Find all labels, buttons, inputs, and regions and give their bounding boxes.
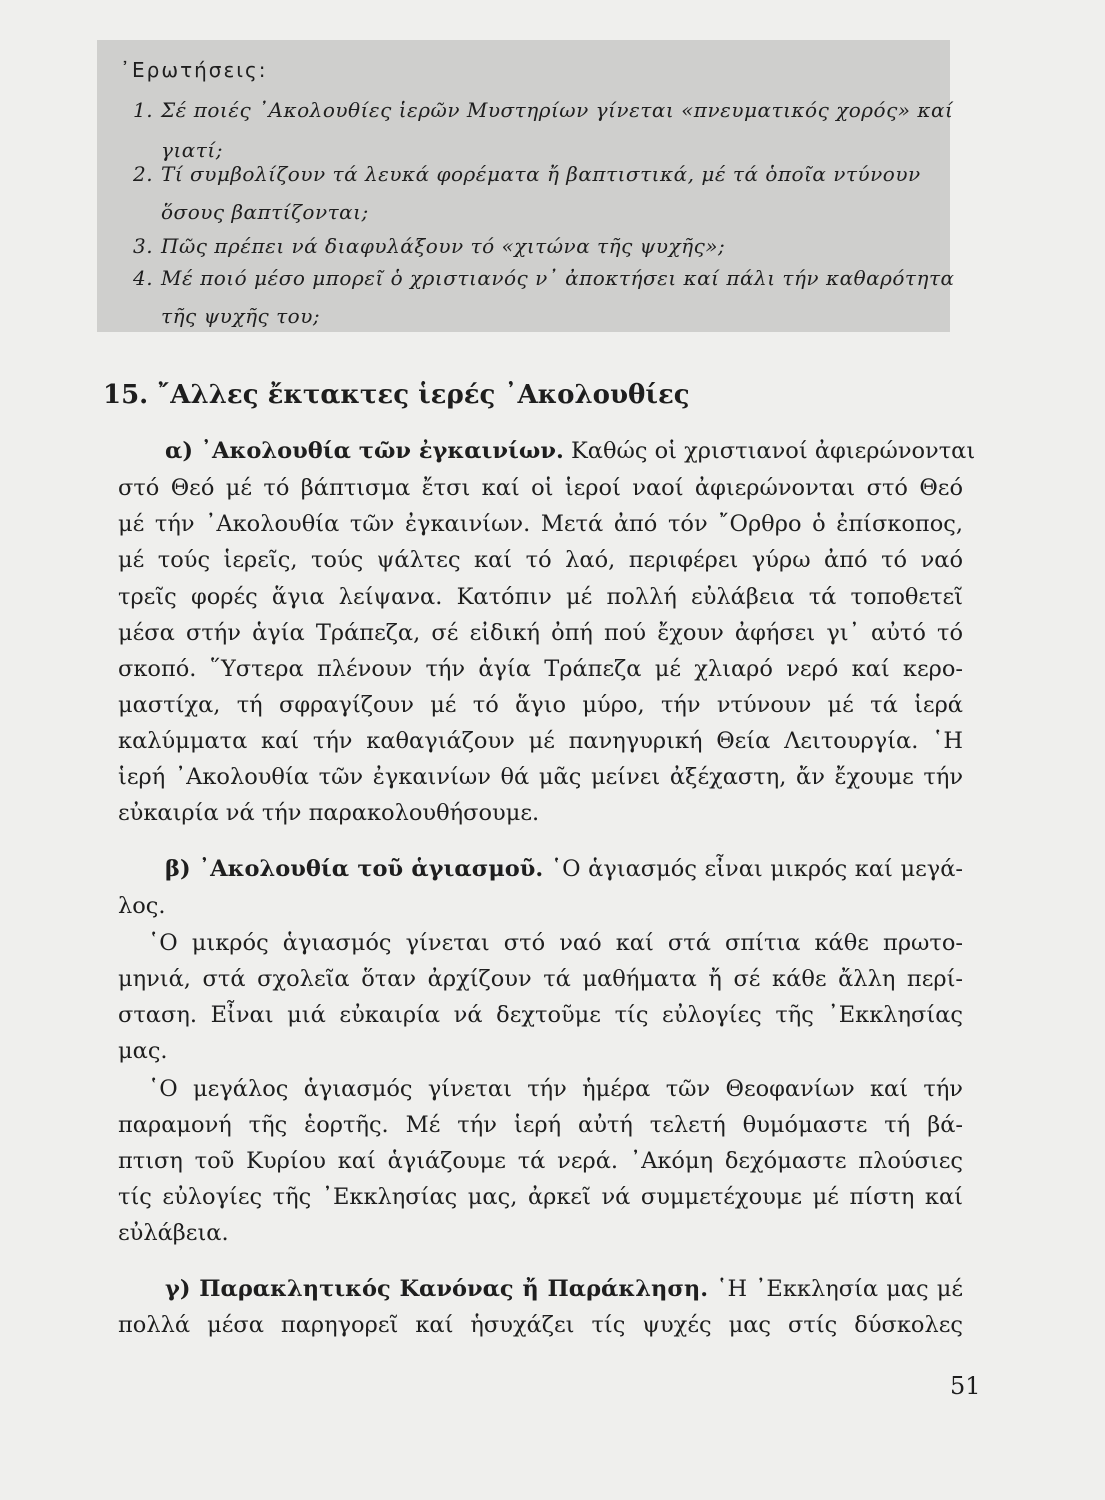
paragraph-line: μέ τούς ἱερεῖς, τούς ψάλτες καί τό λαό, περιφέρει γύρω ἀπό τό ναό	[118, 547, 963, 573]
paragraph-line: σκοπό. ῞Υστερα πλένουν τήν ἁγία Τράπεζα μέ χλιαρό νερό καί κερο-	[118, 656, 963, 682]
subheading-consecration: α) ᾿Ακολουθία τῶν ἐγκαινίων.	[165, 438, 564, 464]
paragraph-line	[165, 858, 963, 881]
question-text: ὅσους βαπτίζονται;	[161, 200, 369, 224]
question-text: Πῶς πρέπει νά διαφυλάξουν τό «χιτώνα τῆς ψυχῆς»;	[161, 234, 726, 258]
paragraph-line: πολλά μέσα παρηγορεῖ καί ἡσυχάζει τίς ψυχές μας στίς δύσκολες	[118, 1312, 963, 1338]
subheading-blessing: β) ᾿Ακολουθία τοῦ ἁγιασμοῦ.	[165, 856, 544, 882]
paragraph-line: μέ τήν ᾿Ακολουθία τῶν ἐγκαινίων. Μετά ἀπό τόν ῎Ορθρο ὁ ἐπίσκοπος,	[118, 511, 963, 537]
paragraph-line: καλύμματα καί τήν καθαγιάζουν μέ πανηγυρική Θεία Λειτουργία. ῾Η	[118, 728, 963, 754]
paragraph-line: μας.	[118, 1038, 168, 1064]
question-text: τῆς ψυχῆς του;	[161, 304, 321, 328]
paragraph-line: μαστίχα, τή σφραγίζουν μέ τό ἅγιο μύρο, τήν ντύνουν μέ τά ἱερά	[118, 692, 963, 718]
paragraph-line: λος.	[118, 893, 166, 919]
question-text: Τί συμβολίζουν τά λευκά φορέματα ἤ βαπτιστικά, μέ τά ὁποῖα ντύνουν	[161, 162, 921, 186]
paragraph-line: εὐκαιρία νά τήν παρακολουθήσουμε.	[118, 800, 540, 826]
question-text: Μέ ποιό μέσο μπορεῖ ὁ χριστιανός ν᾿ ἀποκτήσει καί πάλι τήν καθαρότητα	[161, 266, 955, 290]
paragraph-line: μηνιά, στά σχολεῖα ὅταν ἀρχίζουν τά μαθήματα ἤ σέ κάθε ἄλλη περί-	[118, 966, 963, 992]
paragraph-line: πτιση τοῦ Κυρίου καί ἁγιάζουμε τά νερά. ᾿Ακόμη δεχόμαστε πλούσιες	[118, 1148, 963, 1174]
question-number: 2.	[133, 162, 154, 186]
question-number: 3.	[133, 234, 154, 258]
questions-title: ᾿Ερωτήσεις:	[120, 58, 268, 82]
paragraph-line: τίς εὐλογίες τῆς ᾿Εκκλησίας μας, ἀρκεῖ νά συμμετέχουμε μέ πίστη καί	[118, 1184, 963, 1210]
question-number: 1.	[133, 98, 154, 122]
question-text: Σέ ποιές ᾿Ακολουθίες ἱερῶν Μυστηρίων γίνεται «πνευματικός χορός» καί	[161, 98, 954, 122]
paragraph-line: εὐλάβεια.	[118, 1220, 229, 1246]
question-number: 4.	[133, 266, 154, 290]
paragraph-text: Καθώς οἱ χριστιανοί ἀφιερώνονται	[570, 438, 976, 464]
section-heading: 15. ῎Αλλες ἔκτακτες ἱερές ᾿Ακολουθίες	[103, 380, 690, 410]
paragraph-text: ῾Ο ἁγιασμός εἶναι μικρός καί μεγά-	[550, 856, 963, 882]
subheading-supplication: γ) Παρακλητικός Κανόνας ἤ Παράκληση.	[165, 1276, 709, 1302]
paragraph-line	[165, 438, 976, 464]
paragraph-line: σταση. Εἶναι μιά εὐκαιρία νά δεχτοῦμε τίς εὐλογίες τῆς ᾿Εκκλησίας	[118, 1002, 963, 1028]
paragraph-line	[165, 1278, 963, 1301]
paragraph-line: μέσα στήν ἁγία Τράπεζα, σέ εἰδική ὀπή πού ἔχουν ἀφήσει γι᾿ αὐτό τό	[118, 620, 963, 646]
paragraph-line: τρεῖς φορές ἅγια λείψανα. Κατόπιν μέ πολλή εὐλάβεια τά τοποθετεῖ	[118, 584, 963, 610]
paragraph-line: παραμονή τῆς ἑορτῆς. Μέ τήν ἱερή αὐτή τελετή θυμόμαστε τή βά-	[118, 1112, 963, 1138]
paragraph-text: ῾Η ᾿Εκκλησία μας μέ	[716, 1276, 963, 1302]
paragraph-line: στό Θεό μέ τό βάπτισμα ἔτσι καί οἱ ἱεροί ναοί ἀφιερώνονται στό Θεό	[118, 475, 963, 501]
paragraph-line: ἱερή ᾿Ακολουθία τῶν ἐγκαινίων θά μᾶς μείνει ἀξέχαστη, ἄν ἔχουμε τήν	[118, 764, 963, 790]
paragraph-line: ῾Ο μεγάλος ἁγιασμός γίνεται τήν ἡμέρα τῶν Θεοφανίων καί τήν	[148, 1076, 963, 1102]
paragraph-line: ῾Ο μικρός ἁγιασμός γίνεται στό ναό καί στά σπίτια κάθε πρωτο-	[148, 930, 963, 956]
page-number: 51	[950, 1372, 981, 1400]
question-text: γιατί;	[161, 138, 223, 162]
